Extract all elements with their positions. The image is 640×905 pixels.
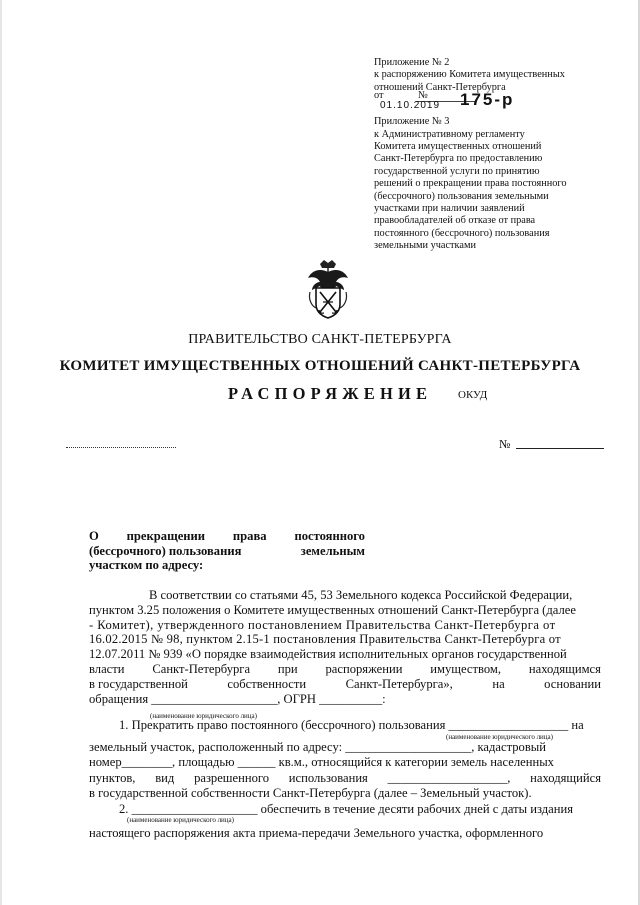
committee-title: КОМИТЕТ ИМУЩЕСТВЕННЫХ ОТНОШЕНИЙ САНКТ-ПЕТЕРБУРГА xyxy=(59,358,581,374)
body-line xyxy=(89,677,601,692)
legal-name-note: (наименование юридического лица) xyxy=(127,816,234,824)
body-text: 16.02.2015 № 98, пунктом 2.15-1 постановления Правительства Санкт-Петербурга от xyxy=(89,632,561,647)
body-line xyxy=(89,740,601,755)
body-text: власти xyxy=(89,661,125,676)
body-text: на xyxy=(492,676,505,691)
body-text: собственности xyxy=(227,676,307,691)
body-text: разрешенного xyxy=(194,770,270,785)
body-text: основании xyxy=(544,676,601,691)
appendix-line: к распоряжению Комитета имущественных xyxy=(374,69,565,81)
subject-heading xyxy=(89,529,365,573)
appendix-line: к Административному регламенту xyxy=(374,128,525,140)
body-text: при xyxy=(277,661,298,676)
body-text: Санкт-Петербурга», xyxy=(345,676,453,691)
appendix-line: Санкт-Петербурга по предоставлению xyxy=(374,153,543,165)
body-line xyxy=(89,786,601,801)
order-number-line xyxy=(516,448,604,449)
stamp-number: 175-р xyxy=(460,90,515,110)
appendix-line: Комитета имущественных отношений xyxy=(374,141,542,153)
appendix-line: государственной услуги по принятию xyxy=(374,165,540,177)
government-title: ПРАВИТЕЛЬСТВО САНКТ-ПЕТЕРБУРГА xyxy=(188,332,452,347)
subject-word: О xyxy=(89,529,99,543)
subject-word: (бессрочного) пользования xyxy=(89,543,242,558)
stamp-date: 01.10.2019 xyxy=(380,100,441,112)
subject-word: постоянного xyxy=(294,529,365,543)
appendix-line: правообладателей об отказе от права xyxy=(374,215,536,227)
scan-edge-left xyxy=(0,0,2,905)
body-text: вид xyxy=(155,770,175,785)
legal-name-note: (наименование юридического лица) xyxy=(150,712,257,720)
body-text: - Комитет), утвержденного постановлением Правительства Санкт-Петербурга от xyxy=(89,617,556,632)
body-line xyxy=(89,588,601,603)
body-text: пунктом 3.25 положения о Комитете имущественных отношений Санкт-Петербурга (далее xyxy=(89,602,576,617)
subject-line: участком по адресу: xyxy=(89,558,204,573)
body-text: пунктов, xyxy=(89,770,136,785)
appeal-line: обращения ____________________, ОГРН __________: xyxy=(89,691,386,706)
appendix-line: Приложение № 3 xyxy=(374,116,450,128)
body-line xyxy=(89,647,601,662)
date-blank-line xyxy=(66,447,176,448)
subject-line xyxy=(89,544,365,559)
preamble-paragraph xyxy=(89,588,601,706)
body-text: имуществом, xyxy=(430,661,502,676)
body-text: находящимся xyxy=(528,661,601,676)
body-line xyxy=(89,618,601,633)
body-text: распоряжении xyxy=(325,661,403,676)
appendix-line: земельными участками xyxy=(374,240,476,252)
body-line xyxy=(89,755,601,770)
appendix-line: решений о прекращении права постоянного xyxy=(374,178,567,190)
appendix-line: участками при наличии заявлений xyxy=(374,203,525,215)
number-label: № xyxy=(418,90,428,102)
coat-of-arms-icon xyxy=(298,258,358,320)
appendix-block xyxy=(374,57,594,253)
item-1-body xyxy=(89,740,601,801)
item-2-second-line: настоящего распоряжения акта приема-передачи Земельного участка, оформленного xyxy=(89,826,544,840)
okud-label: ОКУД xyxy=(458,389,488,401)
body-text: земельный участок, расположенный по адресу: ____________________, кадастровый xyxy=(89,740,546,754)
body-text: ___________________, xyxy=(387,770,511,785)
item-1-first-line: 1. Прекратить право постоянного (бессрочного) пользования ___________________ на xyxy=(119,718,584,732)
body-text: 12.07.2011 № 939 «О порядке взаимодействия исполнительных органов государственной xyxy=(89,647,567,662)
appendix-line: отношений Санкт-Петербурга xyxy=(374,81,506,93)
subject-word: права xyxy=(232,529,267,543)
body-text: Санкт-Петербурга xyxy=(152,661,251,676)
body-text: в государственной xyxy=(89,676,188,691)
order-number-label: № xyxy=(499,437,511,451)
body-line xyxy=(89,771,601,786)
body-line xyxy=(89,603,601,618)
body-text: номер________, площадью ______ кв.м., относящийся к категории земель населенных xyxy=(89,755,554,770)
appendix-line: постоянного (бессрочного) пользования xyxy=(374,227,550,239)
appendix-line: Приложение № 2 xyxy=(374,57,450,68)
legal-name-note: (наименование юридического лица) xyxy=(446,733,553,741)
body-line xyxy=(89,662,601,677)
body-text: в государственной собственности Санкт-Петербурга (далее – Земельный участок). xyxy=(89,785,532,800)
date-number-row xyxy=(374,90,594,116)
body-line xyxy=(89,632,601,647)
appendix-line: (бессрочного) пользования земельными xyxy=(374,190,549,202)
body-text: находящийся xyxy=(530,770,601,785)
body-text: В соответствии со статьями 45, 53 Земельного кодекса Российской Федерации, xyxy=(149,588,573,602)
subject-word: прекращении xyxy=(126,529,206,543)
subject-word: земельным xyxy=(300,543,365,558)
body-line xyxy=(89,692,601,707)
body-text: использования xyxy=(288,770,368,785)
from-label: от xyxy=(374,90,384,102)
order-title: РАСПОРЯЖЕНИЕ xyxy=(228,384,433,403)
item-2-first-line: 2. ____________________ обеспечить в течение десяти рабочих дней с даты издания xyxy=(119,802,573,816)
subject-line xyxy=(89,529,365,544)
